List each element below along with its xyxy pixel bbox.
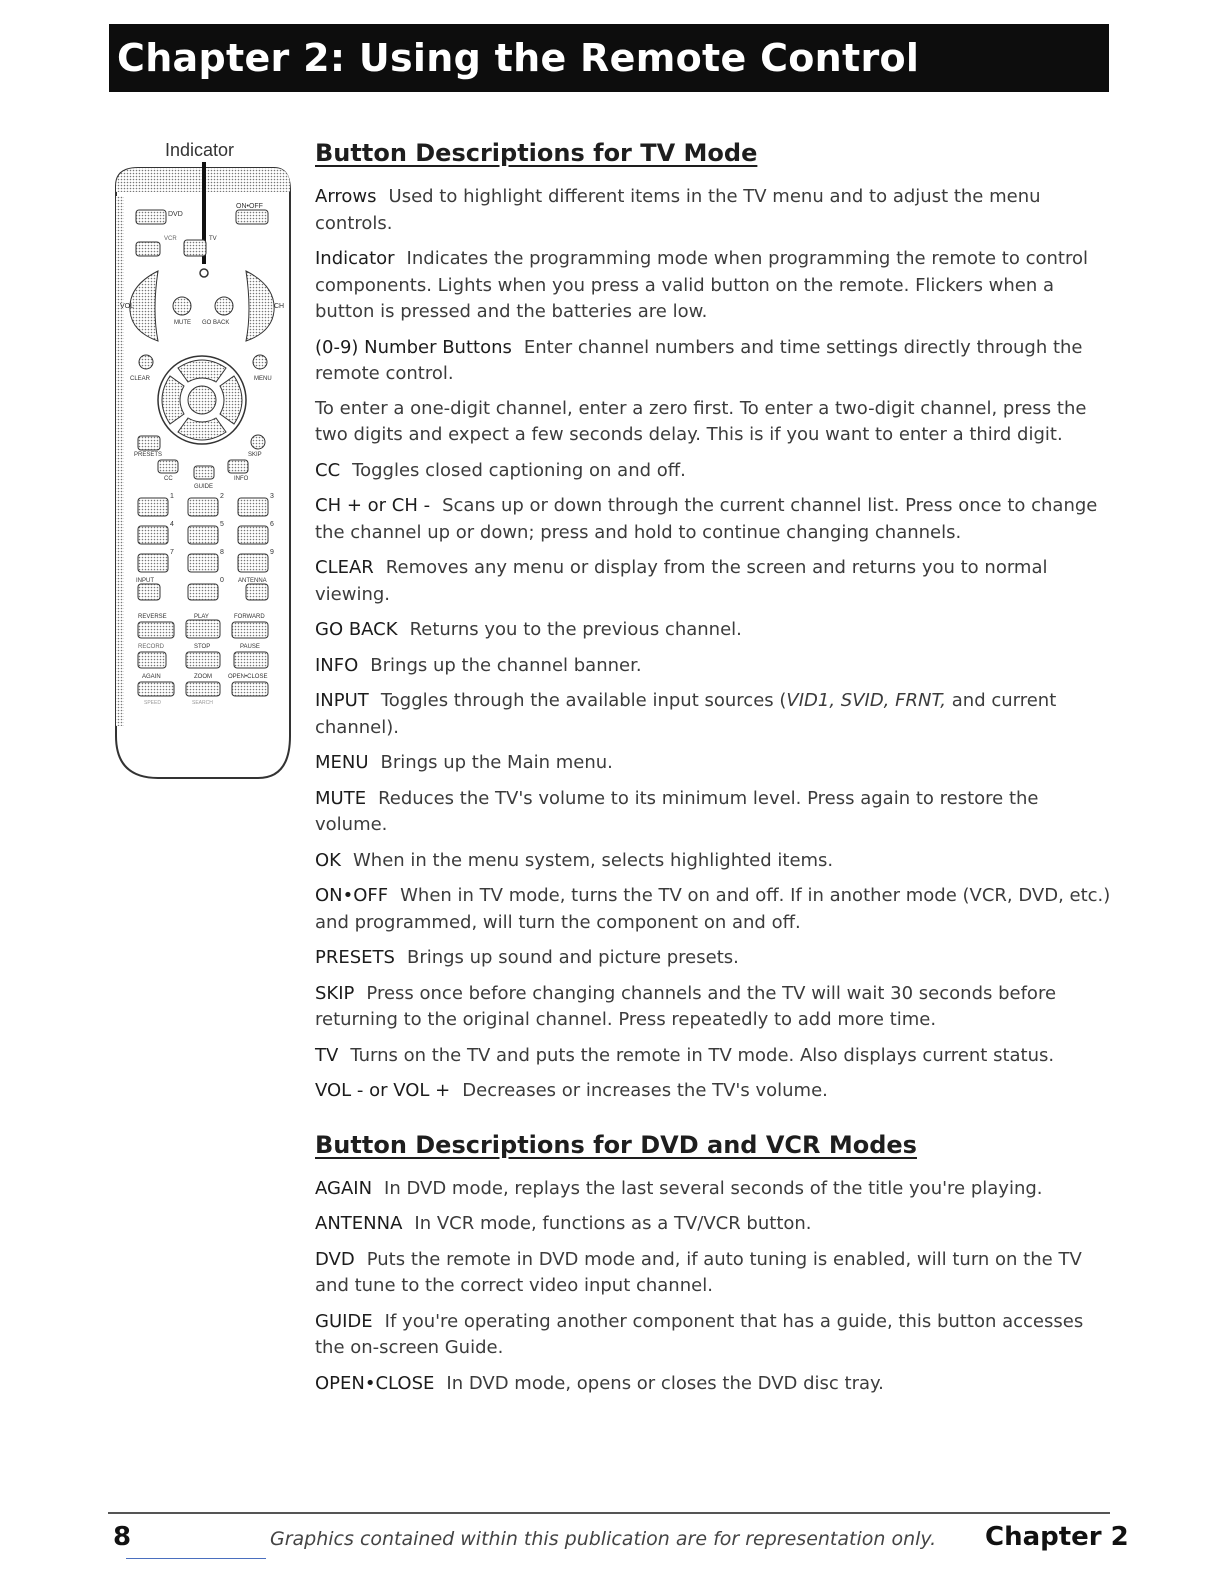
desc: Indicates the programming mode when programming the remote to control components. Lights when you press a valid button on the remote. Flickers when a button is pressed and the batteries are low.	[315, 248, 1088, 322]
entry-guide	[315, 1309, 1115, 1362]
entry-tv	[315, 1043, 1115, 1070]
presets-button	[138, 436, 160, 450]
term: OPEN•CLOSE	[315, 1372, 435, 1394]
entry-ok	[315, 848, 1115, 875]
num-2: 2	[220, 493, 224, 500]
desc: Enter channel numbers and time settings directly through the remote control.	[315, 336, 1083, 384]
again-button	[138, 682, 174, 696]
entry-input	[315, 688, 1115, 741]
num-5: 5	[220, 521, 224, 528]
term: INPUT	[315, 690, 369, 711]
page-number: 8	[113, 1522, 132, 1552]
again-label: AGAIN	[142, 674, 161, 680]
go-back-label: GO BACK	[202, 320, 230, 326]
term: PRESETS	[315, 947, 395, 968]
pause-button	[234, 652, 268, 668]
num-7: 7	[170, 549, 174, 556]
reverse-button	[138, 622, 174, 638]
desc-italic: VID1, SVID, FRNT,	[786, 690, 947, 711]
desc: Returns you to the previous channel.	[409, 619, 742, 640]
entry-vol	[315, 1078, 1115, 1105]
indicator-led	[200, 269, 208, 277]
tv-button	[184, 240, 206, 256]
desc: When in the menu system, selects highlighted items.	[352, 849, 834, 871]
guide-button	[194, 466, 214, 479]
menu-button	[253, 355, 267, 369]
mute-button	[173, 297, 191, 315]
entry-mute	[315, 786, 1115, 839]
chapter-title: Chapter 2: Using the Remote Control	[109, 24, 1109, 92]
entry-dvd	[315, 1247, 1115, 1300]
speed-label: SPEED	[144, 700, 161, 706]
entry-clear	[315, 555, 1115, 608]
entry-indicator	[315, 246, 1115, 326]
desc-pre: Toggles through the available input sources (	[380, 690, 787, 711]
forward-button	[232, 622, 268, 638]
term: OK	[315, 849, 341, 871]
term: MUTE	[315, 787, 367, 809]
desc: Scans up or down through the current channel list. Press once to change the channel up or down; press and hold to continue changing channels.	[315, 495, 1098, 543]
term: TV	[315, 1044, 339, 1066]
term: GUIDE	[315, 1310, 373, 1332]
entry-arrows	[315, 184, 1115, 237]
term: SKIP	[315, 982, 355, 1004]
term: CLEAR	[315, 557, 374, 578]
term: GO BACK	[315, 619, 398, 640]
guide-label: GUIDE	[194, 484, 214, 490]
record-label: RECORD	[138, 644, 165, 650]
presets-label: PRESETS	[134, 452, 163, 458]
tv-mode-heading: Button Descriptions for TV Mode	[315, 139, 758, 167]
go-back-button	[215, 297, 233, 315]
zoom-button	[186, 682, 220, 696]
open-close-button	[232, 682, 268, 696]
open-close-label: OPEN•CLOSE	[228, 674, 268, 680]
remote-control-drawing	[108, 136, 298, 786]
term: CC	[315, 459, 341, 481]
footer-chapter: Chapter 2	[985, 1522, 1129, 1552]
skip-label: SKIP	[248, 452, 262, 458]
stop-button	[186, 652, 220, 668]
num-9: 9	[270, 549, 274, 556]
term: ANTENNA	[315, 1213, 403, 1234]
stop-label: STOP	[194, 644, 211, 650]
entry-on-off	[315, 883, 1115, 936]
forward-label: FORWARD	[234, 614, 265, 620]
term: CH + or CH -	[315, 495, 431, 516]
ch-label: CH	[274, 303, 285, 310]
zoom-label: ZOOM	[194, 674, 212, 680]
pause-label: PAUSE	[240, 644, 260, 650]
indicator-label: Indicator	[165, 140, 235, 160]
term: (0-9) Number Buttons	[315, 336, 512, 358]
term: MENU	[315, 752, 369, 773]
cc-button	[158, 460, 178, 473]
desc: Toggles closed captioning on and off.	[352, 459, 686, 481]
desc: In DVD mode, replays the last several seconds of the title you're playing.	[384, 1177, 1043, 1199]
tv-label: TV	[209, 236, 217, 242]
entry-ch	[315, 493, 1115, 546]
skip-button	[251, 435, 265, 449]
entry-info	[315, 653, 1115, 680]
cc-label: CC	[164, 476, 173, 482]
term: Indicator	[315, 248, 395, 269]
entry-number-buttons-note: To enter a one-digit channel, enter a zero first. To enter a two-digit channel, press the two digits and expect a few seconds delay. This is if you want to enter a third digit.	[315, 397, 1087, 445]
desc: Brings up the Main menu.	[380, 752, 613, 773]
dvd-label: DVD	[168, 211, 183, 218]
entry-go-back	[315, 617, 1115, 644]
term: ON•OFF	[315, 885, 389, 906]
term: VOL - or VOL +	[315, 1080, 451, 1101]
desc: Brings up sound and picture presets.	[406, 947, 739, 968]
on-off-label: ON•OFF	[236, 203, 263, 210]
desc: In DVD mode, opens or closes the DVD disc tray.	[446, 1372, 884, 1394]
term: INFO	[315, 654, 359, 676]
term: Arrows	[315, 186, 377, 207]
desc: Reduces the TV's volume to its minimum level. Press again to restore the volume.	[315, 787, 1039, 835]
mute-label: MUTE	[174, 320, 191, 326]
entry-open-close	[315, 1371, 1115, 1398]
num-6: 6	[270, 521, 274, 528]
play-label: PLAY	[194, 614, 209, 620]
dvd-button	[136, 210, 166, 224]
clear-label: CLEAR	[130, 376, 151, 382]
num-0: 0	[220, 577, 224, 584]
on-off-button	[236, 210, 268, 224]
entry-skip	[315, 981, 1115, 1034]
info-label: INFO	[234, 476, 249, 482]
footer-divider	[108, 1512, 1110, 1514]
entry-again	[315, 1176, 1115, 1203]
entry-presets	[315, 945, 1115, 972]
desc: Puts the remote in DVD mode and, if auto tuning is enabled, will turn on the TV and tune to the correct video input channel.	[315, 1248, 1082, 1296]
vcr-label: VCR	[164, 236, 177, 242]
dvd-vcr-heading: Button Descriptions for DVD and VCR Modes	[315, 1130, 917, 1159]
menu-label: MENU	[254, 376, 272, 382]
desc: Decreases or increases the TV's volume.	[462, 1080, 828, 1101]
desc: Removes any menu or display from the screen and returns you to normal viewing.	[315, 557, 1048, 605]
footer-underline	[126, 1558, 266, 1559]
desc: If you're operating another component that has a guide, this button accesses the on-screen Guide.	[315, 1310, 1084, 1358]
footer-note: Graphics contained within this publication are for representation only.	[270, 1528, 937, 1550]
entry-number-buttons	[315, 335, 1115, 388]
main-content	[315, 136, 1115, 1406]
info-button	[228, 460, 248, 473]
input-label: INPUT	[136, 578, 154, 584]
term: AGAIN	[315, 1177, 373, 1199]
desc: Used to highlight different items in the TV menu and to adjust the menu controls.	[315, 186, 1041, 234]
desc: When in TV mode, turns the TV on and off. If in another mode (VCR, DVD, etc.) and programmed, will turn the component on and off.	[315, 885, 1111, 933]
num-4: 4	[170, 521, 174, 528]
reverse-label: REVERSE	[138, 614, 167, 620]
remote-side-texture	[116, 196, 124, 726]
entry-cc	[315, 458, 1115, 485]
ok-button	[188, 386, 216, 414]
term: DVD	[315, 1248, 355, 1270]
desc: Brings up the channel banner.	[370, 654, 642, 676]
remote-illustration	[108, 136, 298, 786]
search-label: SEARCH	[192, 700, 213, 706]
desc: In VCR mode, functions as a TV/VCR button.	[414, 1213, 812, 1234]
vol-label: VOL	[120, 303, 135, 310]
vcr-button	[136, 242, 160, 256]
play-button	[186, 620, 220, 638]
antenna-label: ANTENNA	[238, 578, 267, 584]
desc: Turns on the TV and puts the remote in TV mode. Also displays current status.	[350, 1044, 1055, 1066]
clear-button	[139, 355, 153, 369]
num-8: 8	[220, 549, 224, 556]
record-button	[138, 652, 166, 668]
desc: Press once before changing channels and the TV will wait 30 seconds before returning to the original channel. Press repeatedly to add more time.	[315, 982, 1057, 1030]
num-1: 1	[170, 493, 174, 500]
desc-post: and current channel).	[315, 690, 1057, 738]
entry-antenna	[315, 1211, 1115, 1238]
num-3: 3	[270, 493, 274, 500]
entry-menu	[315, 750, 1115, 777]
